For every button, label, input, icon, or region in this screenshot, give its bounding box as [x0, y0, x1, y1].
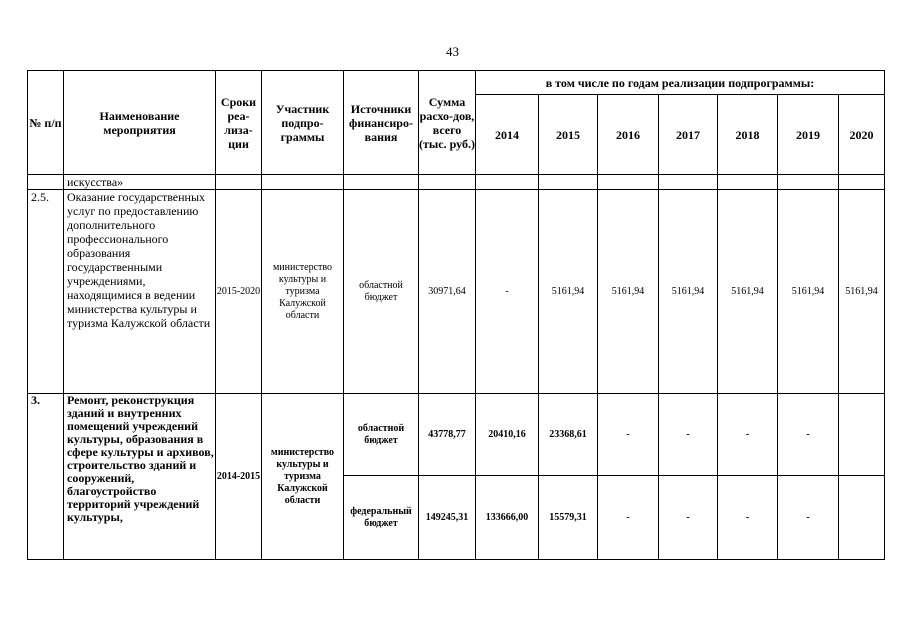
header-year: 2017	[659, 95, 718, 175]
row-year-value: -	[718, 476, 778, 560]
row-source: федеральный бюджет	[344, 476, 419, 560]
row-year-value: -	[476, 190, 539, 394]
row-year-value: -	[778, 394, 839, 476]
row-year-value	[839, 394, 885, 476]
header-year: 2014	[476, 95, 539, 175]
row-sum: 30971,64	[419, 190, 476, 394]
row-source: областной бюджет	[344, 394, 419, 476]
row-year-value: 20410,16	[476, 394, 539, 476]
row-year-value: -	[659, 476, 718, 560]
header-terms: Сроки реа-лиза-ции	[216, 71, 262, 175]
row-year-value: 23368,61	[539, 394, 598, 476]
row-terms: 2015-2020	[216, 190, 262, 394]
header-num: № п/п	[28, 71, 64, 175]
header-participant: Участник подпро-граммы	[262, 71, 344, 175]
subprogram-table	[27, 70, 885, 560]
header-name: Наименование мероприятия	[64, 71, 216, 175]
row-year-value: 5161,94	[839, 190, 885, 394]
header-year: 2015	[539, 95, 598, 175]
header-sources: Источники финансиро-вания	[344, 71, 419, 175]
row-terms: 2014-2015	[216, 394, 262, 560]
header-year: 2018	[718, 95, 778, 175]
row-source: областной бюджет	[344, 190, 419, 394]
row-year-value: -	[718, 394, 778, 476]
row-name: Оказание государственных услуг по предоставлению дополнительного профессионального образования государственными учреждениями, находящимися в ведении министерства культуры и туризма Калужской области	[64, 190, 216, 394]
page-number: 43	[446, 44, 459, 59]
row-year-value: -	[778, 476, 839, 560]
header-year: 2019	[778, 95, 839, 175]
row-year-value: -	[598, 476, 659, 560]
continuation-text: искусства»	[64, 175, 216, 190]
row-year-value	[839, 476, 885, 560]
header-sum: Сумма расхо-дов, всего (тыс. руб.)	[419, 71, 476, 175]
row-year-value: 5161,94	[659, 190, 718, 394]
row-participant: министерство культуры и туризма Калужской области	[262, 394, 344, 560]
row-sum: 43778,77	[419, 394, 476, 476]
row-year-value: 5161,94	[539, 190, 598, 394]
header-year: 2020	[839, 95, 885, 175]
header-years-group: в том числе по годам реализации подпрограммы:	[476, 71, 885, 95]
row-year-value: 5161,94	[778, 190, 839, 394]
row-participant: министерство культуры и туризма Калужской области	[262, 190, 344, 394]
row-year-value: 5161,94	[718, 190, 778, 394]
row-year-value: 15579,31	[539, 476, 598, 560]
row-num: 3.	[28, 394, 64, 560]
row-year-value: 133666,00	[476, 476, 539, 560]
header-year: 2016	[598, 95, 659, 175]
row-name: Ремонт, реконструкция зданий и внутренних помещений учреждений культуры, образования в сфере культуры и архивов, строительство зданий и сооружений, благоустройство территорий учреждений культуры,	[64, 394, 216, 560]
row-year-value: -	[659, 394, 718, 476]
row-year-value: -	[598, 394, 659, 476]
row-year-value: 5161,94	[598, 190, 659, 394]
row-num: 2.5.	[28, 190, 64, 394]
row-sum: 149245,31	[419, 476, 476, 560]
